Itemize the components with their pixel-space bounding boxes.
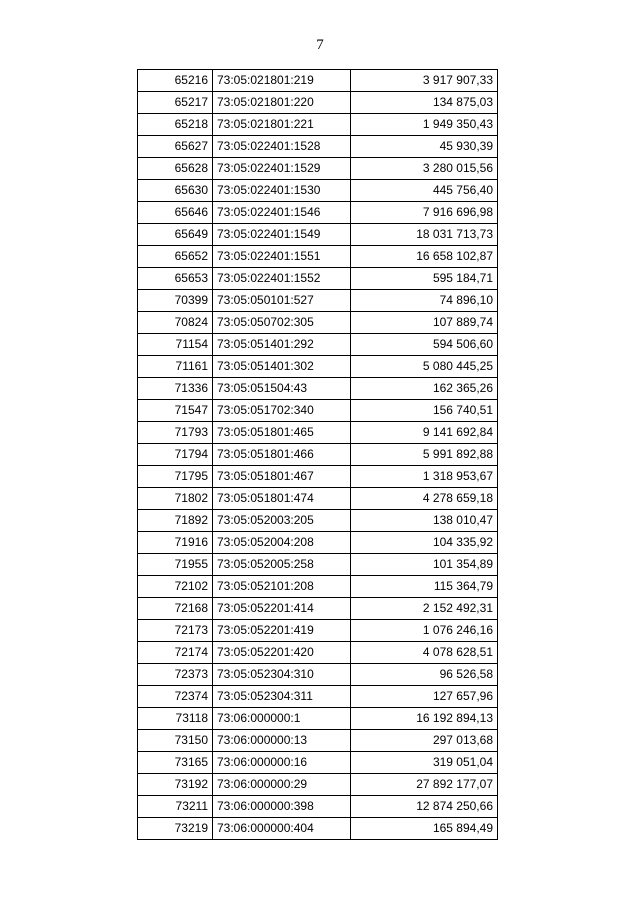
row-number-cell: 71154: [138, 334, 213, 356]
cadastral-code-cell: 73:05:050702:305: [213, 312, 351, 334]
table-row: [138, 466, 498, 488]
row-number-cell: 71793: [138, 422, 213, 444]
row-number-cell: 73219: [138, 818, 213, 840]
table-row: [138, 400, 498, 422]
value-cell: 2 152 492,31: [351, 598, 498, 620]
value-cell: 134 875,03: [351, 92, 498, 114]
value-cell: 16 192 894,13: [351, 708, 498, 730]
value-cell: 4 278 659,18: [351, 488, 498, 510]
cadastral-code-cell: 73:05:051401:302: [213, 356, 351, 378]
cadastral-code-cell: 73:05:052004:208: [213, 532, 351, 554]
value-cell: 27 892 177,07: [351, 774, 498, 796]
row-number-cell: 72174: [138, 642, 213, 664]
row-number-cell: 65630: [138, 180, 213, 202]
cadastral-code-cell: 73:06:000000:16: [213, 752, 351, 774]
value-cell: 1 076 246,16: [351, 620, 498, 642]
value-cell: 138 010,47: [351, 510, 498, 532]
cadastral-code-cell: 73:05:022401:1546: [213, 202, 351, 224]
cadastral-code-cell: 73:05:052003:205: [213, 510, 351, 532]
cadastral-code-cell: 73:05:051801:466: [213, 444, 351, 466]
value-cell: 45 930,39: [351, 136, 498, 158]
row-number-cell: 65649: [138, 224, 213, 246]
cadastral-code-cell: 73:06:000000:404: [213, 818, 351, 840]
page-number: 7: [316, 37, 324, 53]
table-row: [138, 136, 498, 158]
cadastral-code-cell: 73:05:022401:1549: [213, 224, 351, 246]
row-number-cell: 72168: [138, 598, 213, 620]
value-cell: 297 013,68: [351, 730, 498, 752]
cadastral-code-cell: 73:05:052201:414: [213, 598, 351, 620]
cadastral-code-cell: 73:05:050101:527: [213, 290, 351, 312]
row-number-cell: 73211: [138, 796, 213, 818]
row-number-cell: 65628: [138, 158, 213, 180]
table-row: [138, 356, 498, 378]
table-row: [138, 378, 498, 400]
row-number-cell: 72373: [138, 664, 213, 686]
table-row: [138, 554, 498, 576]
value-cell: 18 031 713,73: [351, 224, 498, 246]
row-number-cell: 71802: [138, 488, 213, 510]
table-row: [138, 92, 498, 114]
cadastral-code-cell: 73:05:052201:420: [213, 642, 351, 664]
row-number-cell: 71955: [138, 554, 213, 576]
row-number-cell: 65217: [138, 92, 213, 114]
cadastral-code-cell: 73:06:000000:398: [213, 796, 351, 818]
cadastral-code-cell: 73:05:022401:1551: [213, 246, 351, 268]
cadastral-code-cell: 73:05:052101:208: [213, 576, 351, 598]
value-cell: 127 657,96: [351, 686, 498, 708]
row-number-cell: 71892: [138, 510, 213, 532]
table-row: [138, 290, 498, 312]
table-row: [138, 664, 498, 686]
value-cell: 3 280 015,56: [351, 158, 498, 180]
row-number-cell: 72173: [138, 620, 213, 642]
table-row: [138, 708, 498, 730]
registry-table-body: [138, 70, 498, 840]
value-cell: 107 889,74: [351, 312, 498, 334]
cadastral-code-cell: 73:05:051401:292: [213, 334, 351, 356]
row-number-cell: 65646: [138, 202, 213, 224]
table-row: [138, 158, 498, 180]
value-cell: 4 078 628,51: [351, 642, 498, 664]
value-cell: 96 526,58: [351, 664, 498, 686]
cadastral-code-cell: 73:06:000000:1: [213, 708, 351, 730]
table-row: [138, 598, 498, 620]
cadastral-code-cell: 73:05:022401:1528: [213, 136, 351, 158]
row-number-cell: 65216: [138, 70, 213, 92]
value-cell: 74 896,10: [351, 290, 498, 312]
value-cell: 1 318 953,67: [351, 466, 498, 488]
cadastral-code-cell: 73:06:000000:29: [213, 774, 351, 796]
table-row: [138, 334, 498, 356]
table-row: [138, 796, 498, 818]
table-row: [138, 202, 498, 224]
row-number-cell: 73192: [138, 774, 213, 796]
value-cell: 9 141 692,84: [351, 422, 498, 444]
value-cell: 162 365,26: [351, 378, 498, 400]
row-number-cell: 71336: [138, 378, 213, 400]
table-row: [138, 246, 498, 268]
table-row: [138, 114, 498, 136]
table-row: [138, 818, 498, 840]
table-row: [138, 180, 498, 202]
cadastral-code-cell: 73:05:022401:1529: [213, 158, 351, 180]
cadastral-code-cell: 73:05:021801:220: [213, 92, 351, 114]
table-row: [138, 686, 498, 708]
value-cell: 12 874 250,66: [351, 796, 498, 818]
row-number-cell: 65652: [138, 246, 213, 268]
cadastral-code-cell: 73:05:051801:474: [213, 488, 351, 510]
table-row: [138, 532, 498, 554]
value-cell: 16 658 102,87: [351, 246, 498, 268]
table-row: [138, 312, 498, 334]
table-row: [138, 224, 498, 246]
table-row: [138, 576, 498, 598]
table-row: [138, 422, 498, 444]
value-cell: 445 756,40: [351, 180, 498, 202]
cadastral-code-cell: 73:05:052201:419: [213, 620, 351, 642]
row-number-cell: 65218: [138, 114, 213, 136]
row-number-cell: 73165: [138, 752, 213, 774]
cadastral-code-cell: 73:05:052304:311: [213, 686, 351, 708]
value-cell: 3 917 907,33: [351, 70, 498, 92]
row-number-cell: 71547: [138, 400, 213, 422]
row-number-cell: 72374: [138, 686, 213, 708]
value-cell: 104 335,92: [351, 532, 498, 554]
cadastral-code-cell: 73:05:051504:43: [213, 378, 351, 400]
row-number-cell: 73150: [138, 730, 213, 752]
table-row: [138, 510, 498, 532]
table-row: [138, 642, 498, 664]
row-number-cell: 71794: [138, 444, 213, 466]
table-row: [138, 730, 498, 752]
value-cell: 165 894,49: [351, 818, 498, 840]
row-number-cell: 65627: [138, 136, 213, 158]
cadastral-code-cell: 73:05:021801:221: [213, 114, 351, 136]
table-row: [138, 774, 498, 796]
table-row: [138, 488, 498, 510]
row-number-cell: 71795: [138, 466, 213, 488]
row-number-cell: 65653: [138, 268, 213, 290]
cadastral-code-cell: 73:05:021801:219: [213, 70, 351, 92]
value-cell: 594 506,60: [351, 334, 498, 356]
value-cell: 7 916 696,98: [351, 202, 498, 224]
row-number-cell: 71916: [138, 532, 213, 554]
table-row: [138, 444, 498, 466]
table-row: [138, 620, 498, 642]
row-number-cell: 71161: [138, 356, 213, 378]
cadastral-code-cell: 73:05:022401:1552: [213, 268, 351, 290]
value-cell: 1 949 350,43: [351, 114, 498, 136]
value-cell: 595 184,71: [351, 268, 498, 290]
cadastral-code-cell: 73:05:051801:467: [213, 466, 351, 488]
table-row: [138, 752, 498, 774]
cadastral-code-cell: 73:05:051702:340: [213, 400, 351, 422]
cadastral-code-cell: 73:05:052005:258: [213, 554, 351, 576]
row-number-cell: 70399: [138, 290, 213, 312]
value-cell: 115 364,79: [351, 576, 498, 598]
registry-table: [137, 69, 498, 840]
cadastral-code-cell: 73:05:051801:465: [213, 422, 351, 444]
cadastral-code-cell: 73:05:052304:310: [213, 664, 351, 686]
table-row: [138, 268, 498, 290]
row-number-cell: 70824: [138, 312, 213, 334]
cadastral-code-cell: 73:05:022401:1530: [213, 180, 351, 202]
cadastral-code-cell: 73:06:000000:13: [213, 730, 351, 752]
row-number-cell: 73118: [138, 708, 213, 730]
table-row: [138, 70, 498, 92]
value-cell: 156 740,51: [351, 400, 498, 422]
value-cell: 5 991 892,88: [351, 444, 498, 466]
value-cell: 101 354,89: [351, 554, 498, 576]
value-cell: 319 051,04: [351, 752, 498, 774]
value-cell: 5 080 445,25: [351, 356, 498, 378]
row-number-cell: 72102: [138, 576, 213, 598]
